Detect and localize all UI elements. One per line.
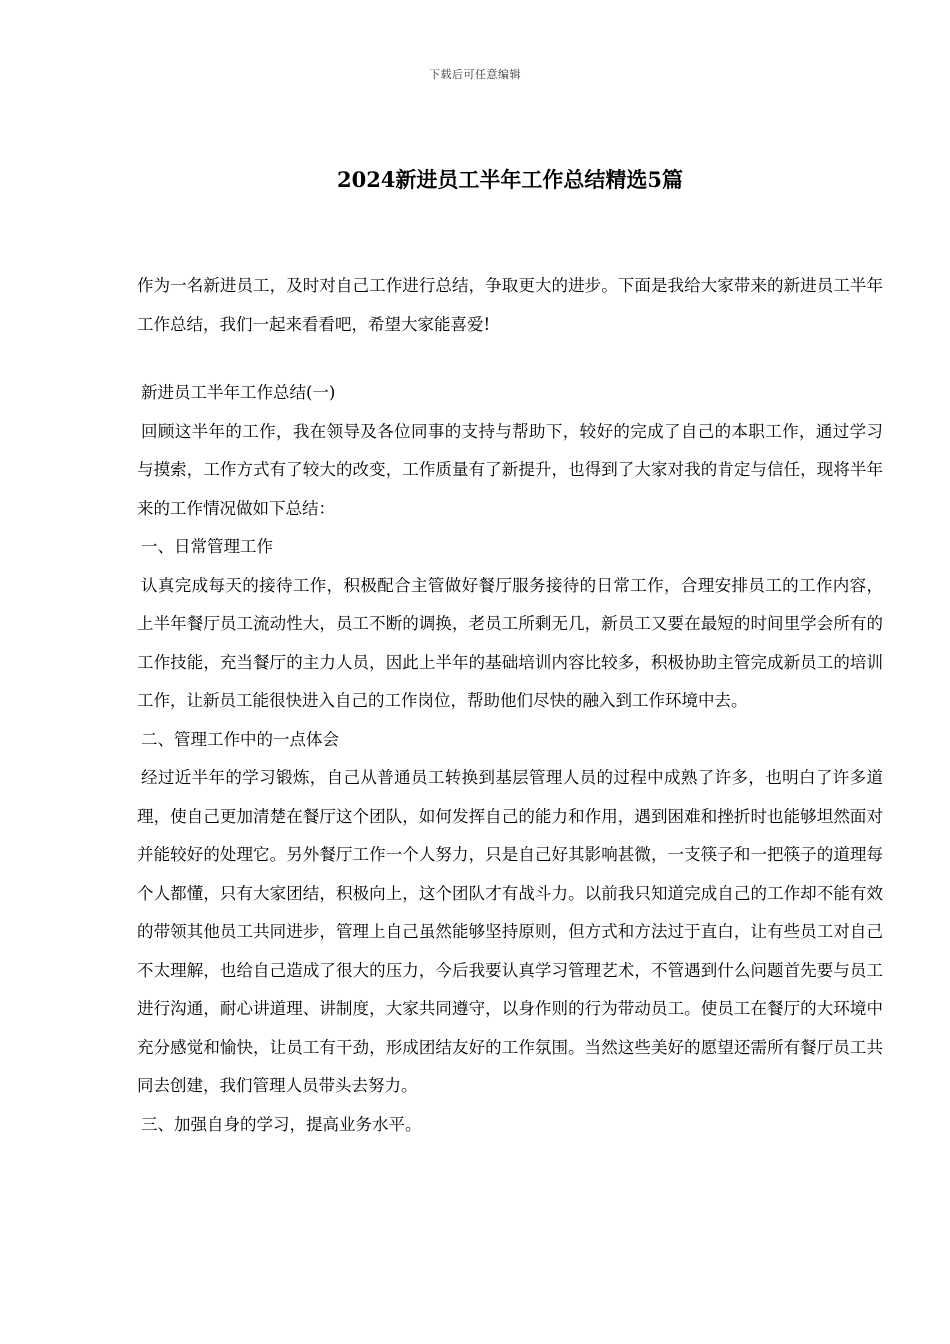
subheading-self-learning: 三、加强自身的学习，提高业务水平。 — [141, 1114, 422, 1134]
intro-paragraph: 作为一名新进员工，及时对自己工作进行总结，争取更大的进步。下面是我给大家带来的新进员工半年工作总结，我们一起来看看吧，希望大家能喜爱! — [137, 276, 883, 334]
body-paragraph-daily-management: 认真完成每天的接待工作，积极配合主管做好餐厅服务接待的日常工作，合理安排员工的工作内容，上半年餐厅员工流动性大，员工不断的调换，老员工所剩无几，新员工又要在最短的时间里学会所有的工作技能，充当餐厅的主力人员，因此上半年的基础培训内容比较多，积极协助主管完成新员工的培训工作，让新员工能很快进入自己的工作岗位，帮助他们尽快的融入到工作环境中去。 — [137, 575, 883, 710]
page-header-note: 下载后可任意编辑 — [429, 68, 521, 81]
subheading-daily-management: 一、日常管理工作 — [141, 537, 273, 556]
subheading-management-experience: 二、管理工作中的一点体会 — [141, 729, 339, 749]
document-body — [137, 267, 883, 1144]
document-title: 2024新进员工半年工作总结精选5篇 — [336, 167, 684, 192]
section-heading: 新进员工半年工作总结(一) — [141, 383, 336, 402]
body-paragraph-management-experience: 经过近半年的学习锻炼，自己从普通员工转换到基层管理人员的过程中成熟了许多，也明白了许多道理，使自己更加清楚在餐厅这个团队，如何发挥自己的能力和作用，遇到困难和挫折时也能够坦然面对并能较好的处理它。另外餐厅工作一个人努力，只是自己好其影响甚微，一支筷子和一把筷子的道理每个人都懂，只有大家团结，积极向上，这个团队才有战斗力。以前我只知道完成自己的工作却不能有效的带领其他员工共同进步，管理上自己虽然能够坚持原则，但方式和方法过于直白，让有些员工对自己不太理解，也给自己造成了很大的压力，今后我要认真学习管理艺术，不管遇到什么问题首先要与员工进行沟通，耐心讲道理、讲制度，大家共同遵守，以身作则的行为带动员工。使员工在餐厅的大环境中充分感觉和愉快，让员工有干劲，形成团结友好的工作氛围。当然这些美好的愿望还需所有餐厅员工共同去创建，我们管理人员带头去努力。 — [137, 768, 883, 1095]
paragraph-spacer — [137, 344, 883, 374]
body-paragraph-review: 回顾这半年的工作，我在领导及各位同事的支持与帮助下，较好的完成了自己的本职工作，通过学习与摸索，工作方式有了较大的改变，工作质量有了新提升，也得到了大家对我的肯定与信任，现将半年来的工作情况做如下总结： — [137, 421, 883, 518]
